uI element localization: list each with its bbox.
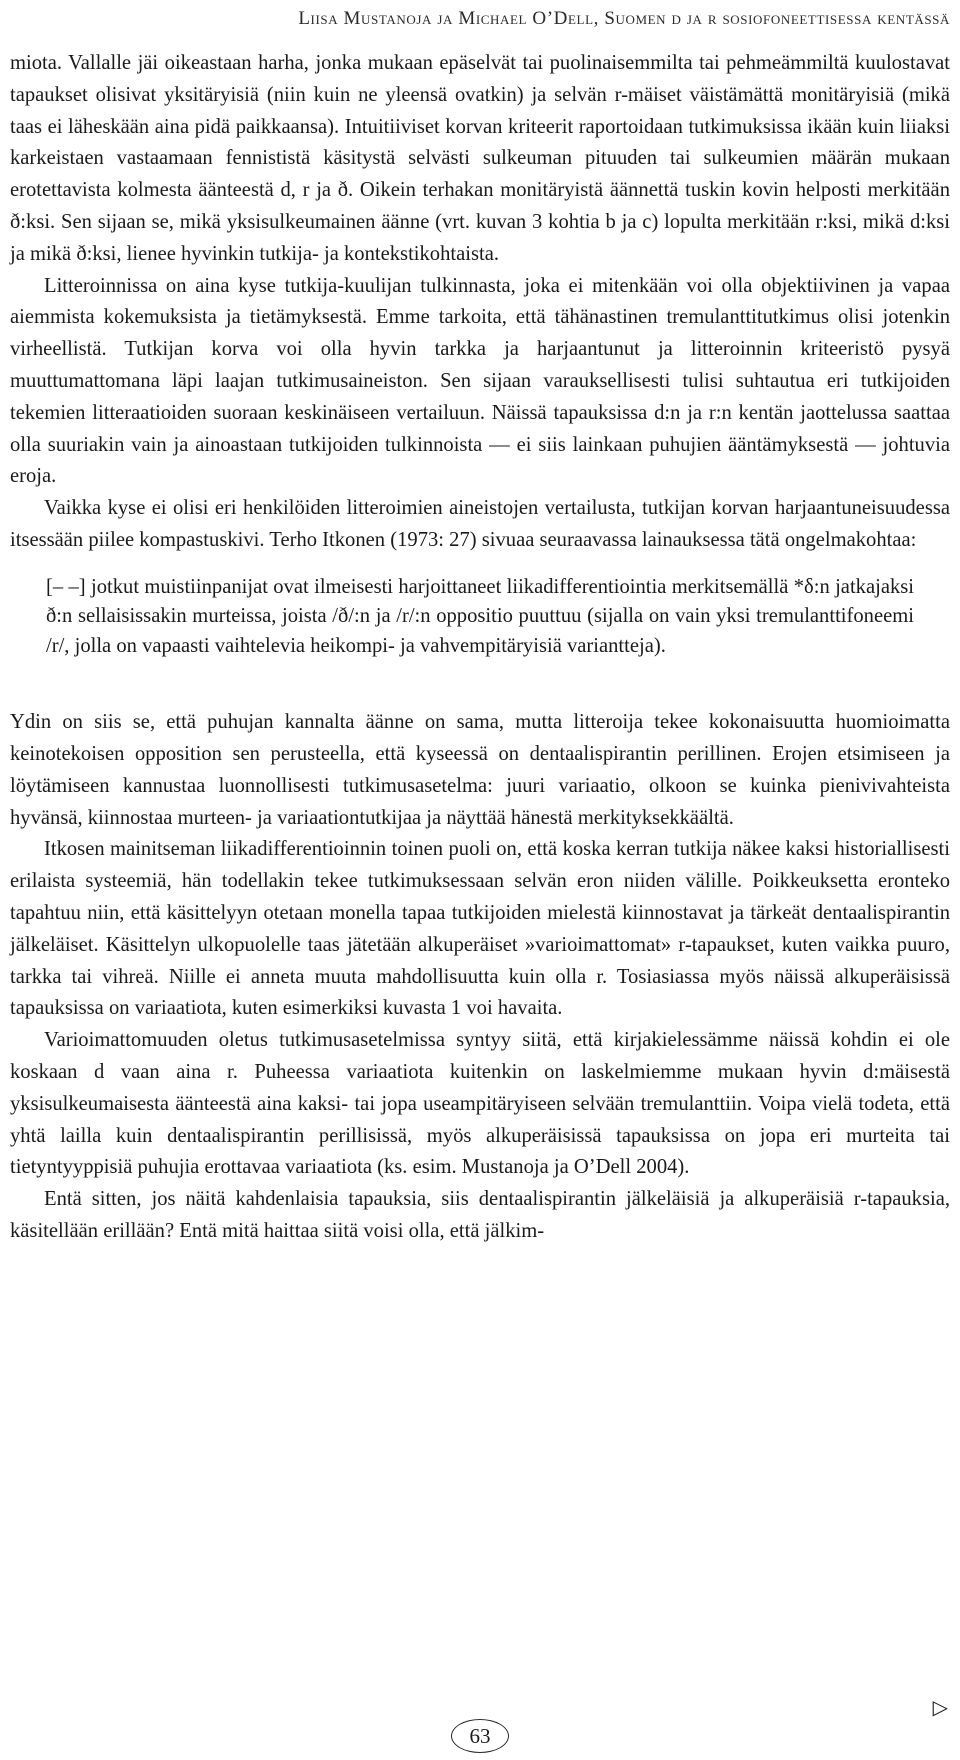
paragraph-3: Vaikka kyse ei olisi eri henkilöiden litteroimien aineistojen vertailusta, tutkijan korvan harjaantuneisuudessa itsessään piilee kompastuskivi. Terho Itkonen (1973: 27) sivuaa seuraavassa lainauksessa tätä ongelmakohtaa: <box>10 497 950 551</box>
paragraph-5: Itkosen mainitseman liikadifferentioinnin toinen puoli on, että koska kerran tutkija näkee kaksi historiallisesti erilaista systeemiä, hän todellakin tekee tutkimuksessaan selvän eron niiden välille. Poikkeuksetta eronteko tapahtuu niin, että käsittelyyn otetaan monella tapaa tutkijoiden mielestä kiinnostavat ja tärkeät dentaalispirantin jälkeläiset. Käsittelyn ulkopuolelle taas jätetään alkuperäiset »varioimattomat» r-tapaukset, kuten vaikka puuro, tarkka tai vihreä. Niille ei anneta muuta mahdollisuutta kuin olla r. Tosiasiassa myös näissä alkuperäisissä tapauksissa on variaatiota, kuten esimerkiksi kuvasta 1 voi havaita. <box>10 838 950 1020</box>
paragraph-7: Entä sitten, jos näitä kahdenlaisia tapauksia, siis dentaalispirantin jälkeläisiä ja alkuperäisiä r-tapauksia, käsitellään erillään? Entä mitä haittaa siitä voisi olla, että jälkim- <box>10 1188 950 1242</box>
body-text <box>10 48 950 1248</box>
running-head: Liisa Mustanoja ja Michael O’Dell, Suomen d ja r sosiofoneettisessa kentässä <box>298 8 950 29</box>
page-number: 63 <box>451 1719 509 1753</box>
paragraph-6: Varioimattomuuden oletus tutkimusasetelmissa syntyy siitä, että kirjakielessämme näissä kohdin ei ole koskaan d vaan aina r. Puheessa variaatiota kuitenkin on laskelmiemme mukaan hyvin d:mäisestä yksisulkeumaisesta äänteestä aina kaksi- tai jopa useampitäryiseen selvään tremulanttiin. Voipa vielä todeta, että yhtä lailla kuin dentaalispirantin perillisissä, myös alkuperäisissä tapauksissa on jopa eri murteita tai tietyntyyppisiä puhujia erottavaa variaatiota (ks. esim. Mustanoja ja O’Dell 2004). <box>10 1029 950 1179</box>
paragraph-4: Ydin on siis se, että puhujan kannalta äänne on sama, mutta litteroija tekee kokonaisuutta huomioimatta keinotekoisen opposition sen perusteella, että kyseessä on dentaalispirantin perillinen. Erojen etsimiseen ja löytämiseen kannustaa luonnollisesti tutkimusasetelma: juuri variaatio, olkoon se kuinka pienivivahteista hyvänsä, kiinnostaa murteen- ja variaationtutkijaa ja näyttää hänestä merkityksekkäältä. <box>10 711 950 829</box>
paragraph-1: miota. Vallalle jäi oikeastaan harha, jonka mukaan epäselvät tai puolinaisemmilta tai pehmeämmiltä kuulostavat tapaukset olisivat yksitäryisiä (niin kuin ne yleensä ovatkin) ja selvän r-mäiset väistämättä monitäryisiä (mikä taas ei läheskään aina pidä paikkaansa). Intuitiiviset korvan kriteerit raportoidaan tutkimuksissa ikään kuin liiaksi karkeistaen vastaamaan fennististä käsitystä selvästi sulkeuman pituuden tai sulkeumien määrän mukaan erotettavista kolmesta äänteestä d, r ja ð. Oikein terhakan monitäryistä äännettä tuskin kovin helposti merkitään ð:ksi. Sen sijaan se, mikä yksisulkeumainen äänne (vrt. kuvan 3 kohtia b ja c) lopulta merkitään r:ksi, mikä d:ksi ja mikä ð:ksi, lienee hyvinkin tutkija- ja kontekstikohtaista. <box>10 52 950 265</box>
continuation-arrow-icon: ▷ <box>932 1697 948 1719</box>
paragraph-2: Litteroinnissa on aina kyse tutkija-kuulijan tulkinnasta, joka ei mitenkään voi olla objektiivinen ja vapaa aiemmista kokemuksista ja tietämyksestä. Emme tarkoita, että tähänastinen tremulanttitutkimus olisi jotenkin virheellistä. Tutkijan korva voi olla hyvin tarkka ja harjaantunut ja litteroinnin kriteeristö pysyä muuttumattomana läpi laajan tutkimusaineiston. Sen sijaan varauksellisesti tulisi suhtautua eri tutkijoiden tekemien litteraatioiden suoraan keskinäiseen vertailuun. Näissä tapauksissa d:n ja r:n kentän jaottelussa saattaa olla suuriakin vain ja ainoastaan tutkijoiden tulkinnoista — ei siis lainkaan puhujien ääntämyksestä — johtuvia eroja. <box>10 274 950 488</box>
block-quote: [– –] jotkut muistiinpanijat ovat ilmeisesti harjoittaneet liikadifferentiointia merkitsemällä *δ:n jatkajaksi ð:n sellaisissakin murteissa, joista /ð/:n ja /r/:n oppositio puuttuu (sijalla on vain yksi tremulanttifoneemi /r/, jolla on vapaasti vaihtelevia heikompi- ja vahvempitäryisiä variantteja). <box>46 575 914 657</box>
